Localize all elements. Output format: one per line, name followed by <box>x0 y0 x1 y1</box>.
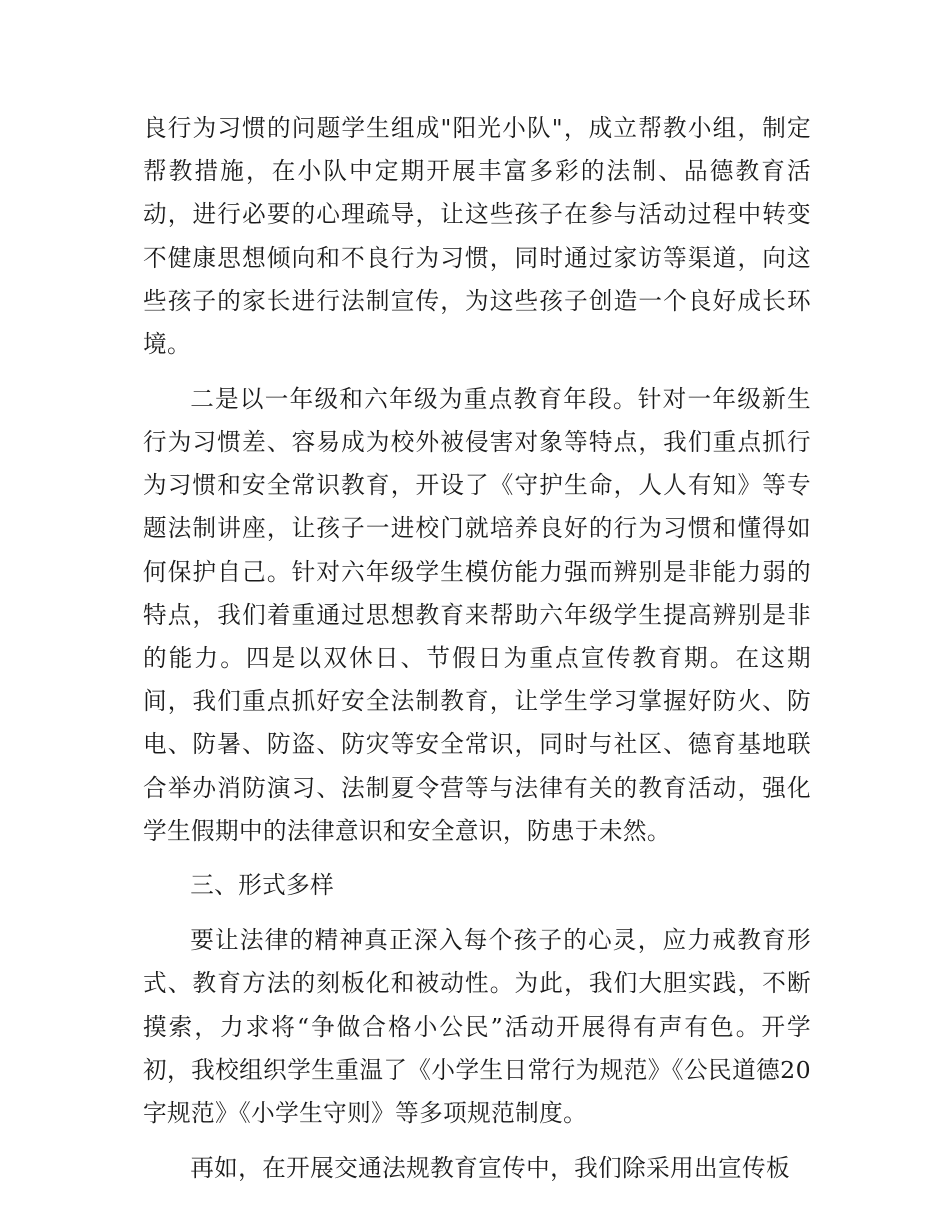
paragraph-traffic: 再如，在开展交通法规教育宣传中，我们除采用出宣传板 <box>190 1153 791 1182</box>
paragraph-continuation: 良行为习惯的问题学生组成"阳光小队"，成立帮教小组，制定帮教措施，在小队中定期开展丰富多彩的法制、品德教育活动，进行必要的心理疏导，让这些孩子在参与活动过程中转变不健康思想倾向和不良行为习惯，同时通过家访等渠道，向这些孩子的家长进行法制宣传，为这些孩子创造一个良好成长环境。 <box>143 114 811 359</box>
paragraph-key-grades: 二是以一年级和六年级为重点教育年段。针对一年级新生行为习惯差、容易成为校外被侵害对象等特点，我们重点抓行为习惯和安全常识教育，开设了《守护生命，人人有知》等专题法制讲座，让孩子一进校门就培养良好的行为习惯和懂得如何保护自己。针对六年级学生模仿能力强而辨别是非能力弱的特点，我们着重通过思想教育来帮助六年级学生提高辨别是非的能力。四是以双休日、节假日为重点宣传教育期。在这期间，我们重点抓好安全法制教育，让学生学习掌握好防火、防电、防暑、防盗、防灾等安全常识，同时与社区、德育基地联合举办消防演习、法制夏令营等与法律有关的教育活动，强化学生假期中的法律意识和安全意识，防患于未然。 <box>143 384 811 845</box>
section-heading: 三、形式多样 <box>190 871 335 900</box>
paragraph-forms: 要让法律的精神真正深入每个孩子的心灵，应力戒教育形式、教育方法的刻板化和被动性。为此，我们大胆实践，不断摸索，力求将“争做合格小公民”活动开展得有声有色。开学初，我校组织学生重温了《小学生日常行为规范》《公民道德20字规范》《小学生守则》等多项规范制度。 <box>143 926 811 1127</box>
document-body <box>143 107 811 1201</box>
